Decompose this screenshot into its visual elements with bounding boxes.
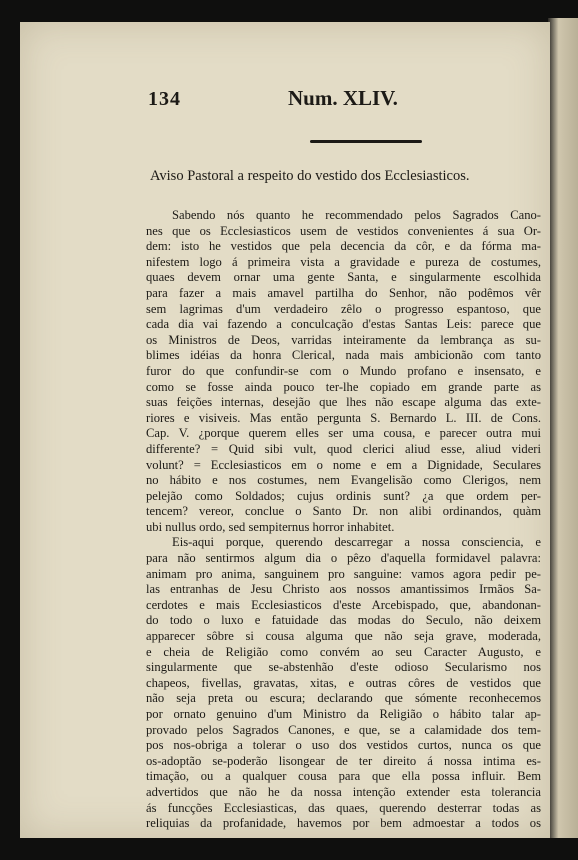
text-line: volunt? = Ecclesiasticos em o nome e em a Dignidade, Seculares bbox=[146, 457, 541, 472]
text-line: cada dia vai fazendo a conculcação d'estas Santas Leis: parece que bbox=[146, 317, 541, 332]
text-line: cerdotes e mais Ecclesiasticos d'este Arcebispado, que, abandonan- bbox=[146, 597, 541, 612]
text-line: os Ministros de Deos, varridas inteiramente da lembrança as su- bbox=[146, 332, 541, 347]
text-line: timação, ou a qualquer cousa para que ella possa influir. Bem bbox=[146, 769, 541, 784]
text-line: os-adoptão se-poderão lisongear de ter direito á nossa intima es- bbox=[146, 753, 541, 768]
text-line: ubi nullus ordo, sed sempiternus horror inhabitet. bbox=[146, 519, 395, 534]
text-line: como se fosse ainda pouco ter-lhe copiado em grande parte as bbox=[146, 379, 541, 394]
text-line: reliquias da profanidade, havemos por bem admoestar a todos os bbox=[146, 816, 541, 831]
text-line: pos nos-obriga a tolerar o uso dos vestidos curtos, nunca os que bbox=[146, 738, 541, 753]
document-title: Aviso Pastoral a respeito do vestido dos Ecclesiasticos. bbox=[150, 168, 470, 184]
section-number-title: Num. XLIV. bbox=[288, 86, 398, 110]
text-line: suas feições internas, desejão que lhes não escape alguma das exte- bbox=[146, 395, 541, 410]
text-line: do todo o luxo e fatuidade das modas do Seculo, não deixem bbox=[146, 613, 541, 628]
text-line: no hábito e nos costumes, nem Evangelisão como Clerigos, nem bbox=[146, 473, 541, 488]
body-text bbox=[146, 208, 541, 832]
text-line: dem: isto he vestidos que pela decencia da côr, e da fórma ma- bbox=[146, 239, 541, 254]
text-line: não seja preta ou escura; declarando que sómente reconhecemos bbox=[146, 691, 541, 706]
text-line: advertidos que não he da nossa intenção extender esta tolerancia bbox=[146, 784, 541, 799]
text-line: por ornato genuino d'um Ministro da Religião o hábito talar ap- bbox=[146, 707, 541, 721]
text-line: las entranhas de Jesu Christo aos nossos amantissimos Irmãos Sa- bbox=[146, 582, 541, 597]
text-line: para fazer a mais amavel partilha do Senhor, não podêmos vêr bbox=[146, 285, 541, 300]
text-line: singularmente que se-abstenhão d'este odioso Secularismo nos bbox=[146, 660, 541, 675]
text-line: nes que os Ecclesiasticos usem de vestidos convenientes á sua Or- bbox=[146, 223, 541, 238]
text-line: provado pelos Sagrados Canones, e que, se a calamidade dos tem- bbox=[146, 722, 541, 737]
text-line: para não sentirmos algum dia o pêzo d'aquella formidavel palavra: bbox=[146, 551, 541, 566]
text-line: animam pro anima, sanguinem pro sanguine: vamos agora pedir pe- bbox=[146, 566, 541, 581]
text-line: Sabendo nós quanto he recommendado pelos Sagrados Cano- bbox=[172, 208, 541, 222]
text-line: apparecer sôbre si cousa alguma que não seja grave, moderada, bbox=[146, 629, 541, 644]
text-line: blimes idéias da honra Clerical, nada mais ambicionão com tanto bbox=[146, 348, 541, 363]
text-line: differente? = Quid sibi vult, quod clerici aliud esse, aliud videri bbox=[146, 441, 541, 456]
text-line: pelejão como Soldados; cujus ordinis sunt? ¿a que ordem per- bbox=[146, 488, 541, 503]
text-line: quaes devem ornar uma gente Santa, e singularmente escolhida bbox=[146, 270, 541, 285]
text-line: furor do que confundir-se com o Mundo profano e insensato, e bbox=[146, 363, 541, 378]
text-line: nifestem logo á primeira vista a gravidade e pureza de costumes, bbox=[146, 254, 541, 269]
adjacent-page-edge bbox=[548, 18, 578, 838]
text-line: Eis-aqui porque, querendo descarregar a nossa consciencia, e bbox=[172, 535, 541, 550]
text-line: chapeos, fivellas, gravatas, xitas, e outras côres de vestidos que bbox=[146, 675, 541, 690]
text-line: ás funcções Ecclesiasticas, das quaes, querendo desterrar todas as bbox=[146, 800, 541, 815]
page-number: 134 bbox=[148, 88, 181, 110]
text-line: riores e visiveis. Mas então pergunta S. Bernardo L. III. de Cons. bbox=[146, 410, 541, 425]
text-line: Cap. V. ¿porque querem elles ser uma cousa, e parecer outra mui bbox=[146, 426, 541, 441]
ornamental-rule bbox=[310, 140, 422, 143]
text-line: tencem? vereor, conclue o Santo Dr. non alibi ordinandos, quàm bbox=[146, 504, 541, 519]
text-line: sem lagrimas d'um verdadeiro zêlo o progresso espantoso, que bbox=[146, 301, 541, 316]
page-header bbox=[20, 82, 550, 122]
text-line: e cheia de Religião como convém ao seu Caracter Augusto, e bbox=[146, 644, 541, 659]
book-page bbox=[20, 22, 550, 838]
